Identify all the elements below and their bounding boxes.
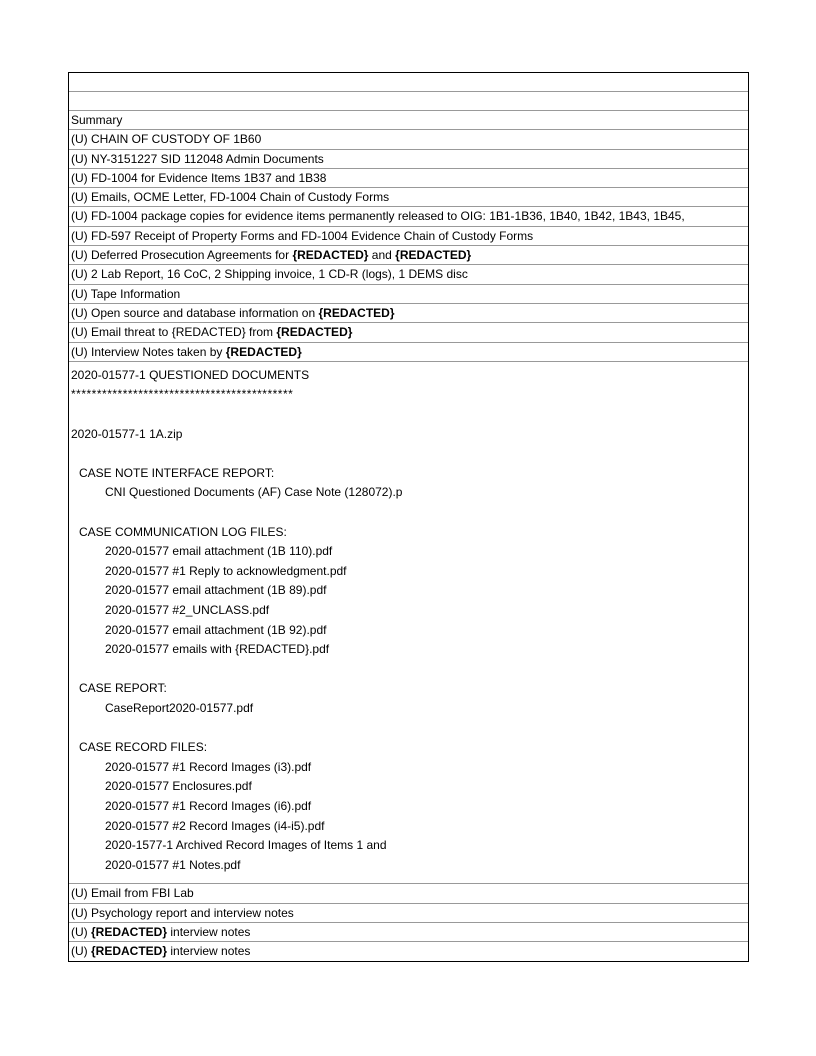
spacer bbox=[71, 719, 748, 739]
row-text: (U) Deferred Prosecution Agreements for bbox=[71, 248, 293, 263]
redacted-text: {REDACTED} bbox=[225, 344, 302, 359]
spacer bbox=[71, 405, 748, 425]
detail-line: ******************************************* bbox=[71, 387, 294, 402]
row-text: (U) 2 Lab Report, 16 CoC, 2 Shipping invoice, 1 CD-R (logs), 1 DEMS disc bbox=[71, 267, 468, 282]
redacted-text: {REDACTED} bbox=[292, 248, 369, 263]
section-heading: CASE REPORT: bbox=[79, 681, 167, 696]
row-text: and bbox=[368, 248, 396, 263]
row-text: (U) NY-3151227 SID 112048 Admin Documents bbox=[71, 151, 324, 166]
row-text: (U) bbox=[71, 924, 91, 939]
table-row bbox=[69, 285, 748, 304]
row-text: interview notes bbox=[167, 924, 251, 939]
table-row bbox=[69, 343, 748, 362]
file-name: 2020-1577-1 Archived Record Images of Items 1 and bbox=[105, 838, 387, 853]
file-name: 2020-01577 emails with {REDACTED}.pdf bbox=[105, 642, 330, 657]
table-row bbox=[69, 150, 748, 169]
row-text: (U) Emails, OCME Letter, FD-1004 Chain of Custody Forms bbox=[71, 190, 390, 205]
spacer bbox=[71, 503, 748, 523]
row-text: (U) FD-1004 package copies for evidence items permanently released to OIG: 1B1-1B36, 1B40, 1B42, 1B43, 1B45, bbox=[71, 209, 685, 224]
row-text: interview notes bbox=[167, 944, 251, 959]
table-row bbox=[69, 323, 748, 342]
row-text: (U) Email threat to {REDACTED} from bbox=[71, 325, 277, 340]
row-text: (U) CHAIN OF CUSTODY OF 1B60 bbox=[71, 132, 262, 147]
row-text: (U) Interview Notes taken by bbox=[71, 344, 226, 359]
redacted-text: {REDACTED} bbox=[395, 248, 472, 263]
section-heading: CASE NOTE INTERFACE REPORT: bbox=[79, 465, 275, 480]
table-row bbox=[69, 227, 748, 246]
row-text: (U) FD-1004 for Evidence Items 1B37 and 1B38 bbox=[71, 170, 327, 185]
row-text: (U) Open source and database information on bbox=[71, 305, 319, 320]
redacted-text: {REDACTED} bbox=[91, 944, 168, 959]
bottom-rows bbox=[69, 884, 748, 961]
table-row bbox=[69, 904, 748, 923]
blank-row bbox=[69, 73, 748, 92]
file-name: 2020-01577 email attachment (1B 110).pdf bbox=[105, 544, 333, 559]
table-row bbox=[69, 304, 748, 323]
file-name: 2020-01577 #1 Notes.pdf bbox=[105, 857, 241, 872]
row-text: (U) FD-597 Receipt of Property Forms and FD-1004 Evidence Chain of Custody Forms bbox=[71, 228, 534, 243]
detail-line: 2020-01577-1 QUESTIONED DOCUMENTS bbox=[71, 367, 310, 382]
table-row bbox=[69, 265, 748, 284]
redacted-text: {REDACTED} bbox=[318, 305, 395, 320]
file-name: CNI Questioned Documents (AF) Case Note (128072).p bbox=[105, 485, 403, 500]
file-name: 2020-01577 #2 Record Images (i4-i5).pdf bbox=[105, 818, 325, 833]
top-rows bbox=[69, 73, 748, 362]
blank-row bbox=[69, 92, 748, 111]
questioned-documents-cell bbox=[69, 362, 748, 884]
table-row bbox=[69, 884, 748, 903]
file-name: 2020-01577 #1 Record Images (i6).pdf bbox=[105, 798, 312, 813]
row-text: (U) Psychology report and interview notes bbox=[71, 905, 294, 920]
file-name: 2020-01577 #1 Record Images (i3).pdf bbox=[105, 759, 312, 774]
row-text: (U) bbox=[71, 944, 91, 959]
detail-line: 2020-01577-1 1A.zip bbox=[71, 426, 183, 441]
row-text: Summary bbox=[71, 113, 123, 127]
file-name: 2020-01577 email attachment (1B 89).pdf bbox=[105, 583, 327, 598]
table-row bbox=[69, 923, 748, 942]
table-row bbox=[69, 169, 748, 188]
table-row bbox=[69, 942, 748, 961]
table-row bbox=[69, 207, 748, 226]
file-name: 2020-01577 Enclosures.pdf bbox=[105, 779, 252, 794]
file-name: 2020-01577 #1 Reply to acknowledgment.pdf bbox=[105, 563, 347, 578]
row-text: (U) Email from FBI Lab bbox=[71, 886, 194, 901]
document-table bbox=[68, 72, 749, 962]
file-name: 2020-01577 email attachment (1B 92).pdf bbox=[105, 622, 327, 637]
section-heading: CASE RECORD FILES: bbox=[79, 740, 208, 755]
table-row bbox=[69, 188, 748, 207]
table-row bbox=[69, 111, 748, 130]
table-row bbox=[69, 246, 748, 265]
row-text: (U) Tape Information bbox=[71, 286, 181, 301]
spacer bbox=[71, 660, 748, 680]
redacted-text: {REDACTED} bbox=[276, 325, 353, 340]
redacted-text: {REDACTED} bbox=[91, 924, 168, 939]
spacer bbox=[71, 444, 748, 464]
table-row bbox=[69, 130, 748, 149]
section-heading: CASE COMMUNICATION LOG FILES: bbox=[79, 524, 287, 539]
file-name: 2020-01577 #2_UNCLASS.pdf bbox=[105, 602, 270, 617]
file-name: CaseReport2020-01577.pdf bbox=[105, 700, 254, 715]
